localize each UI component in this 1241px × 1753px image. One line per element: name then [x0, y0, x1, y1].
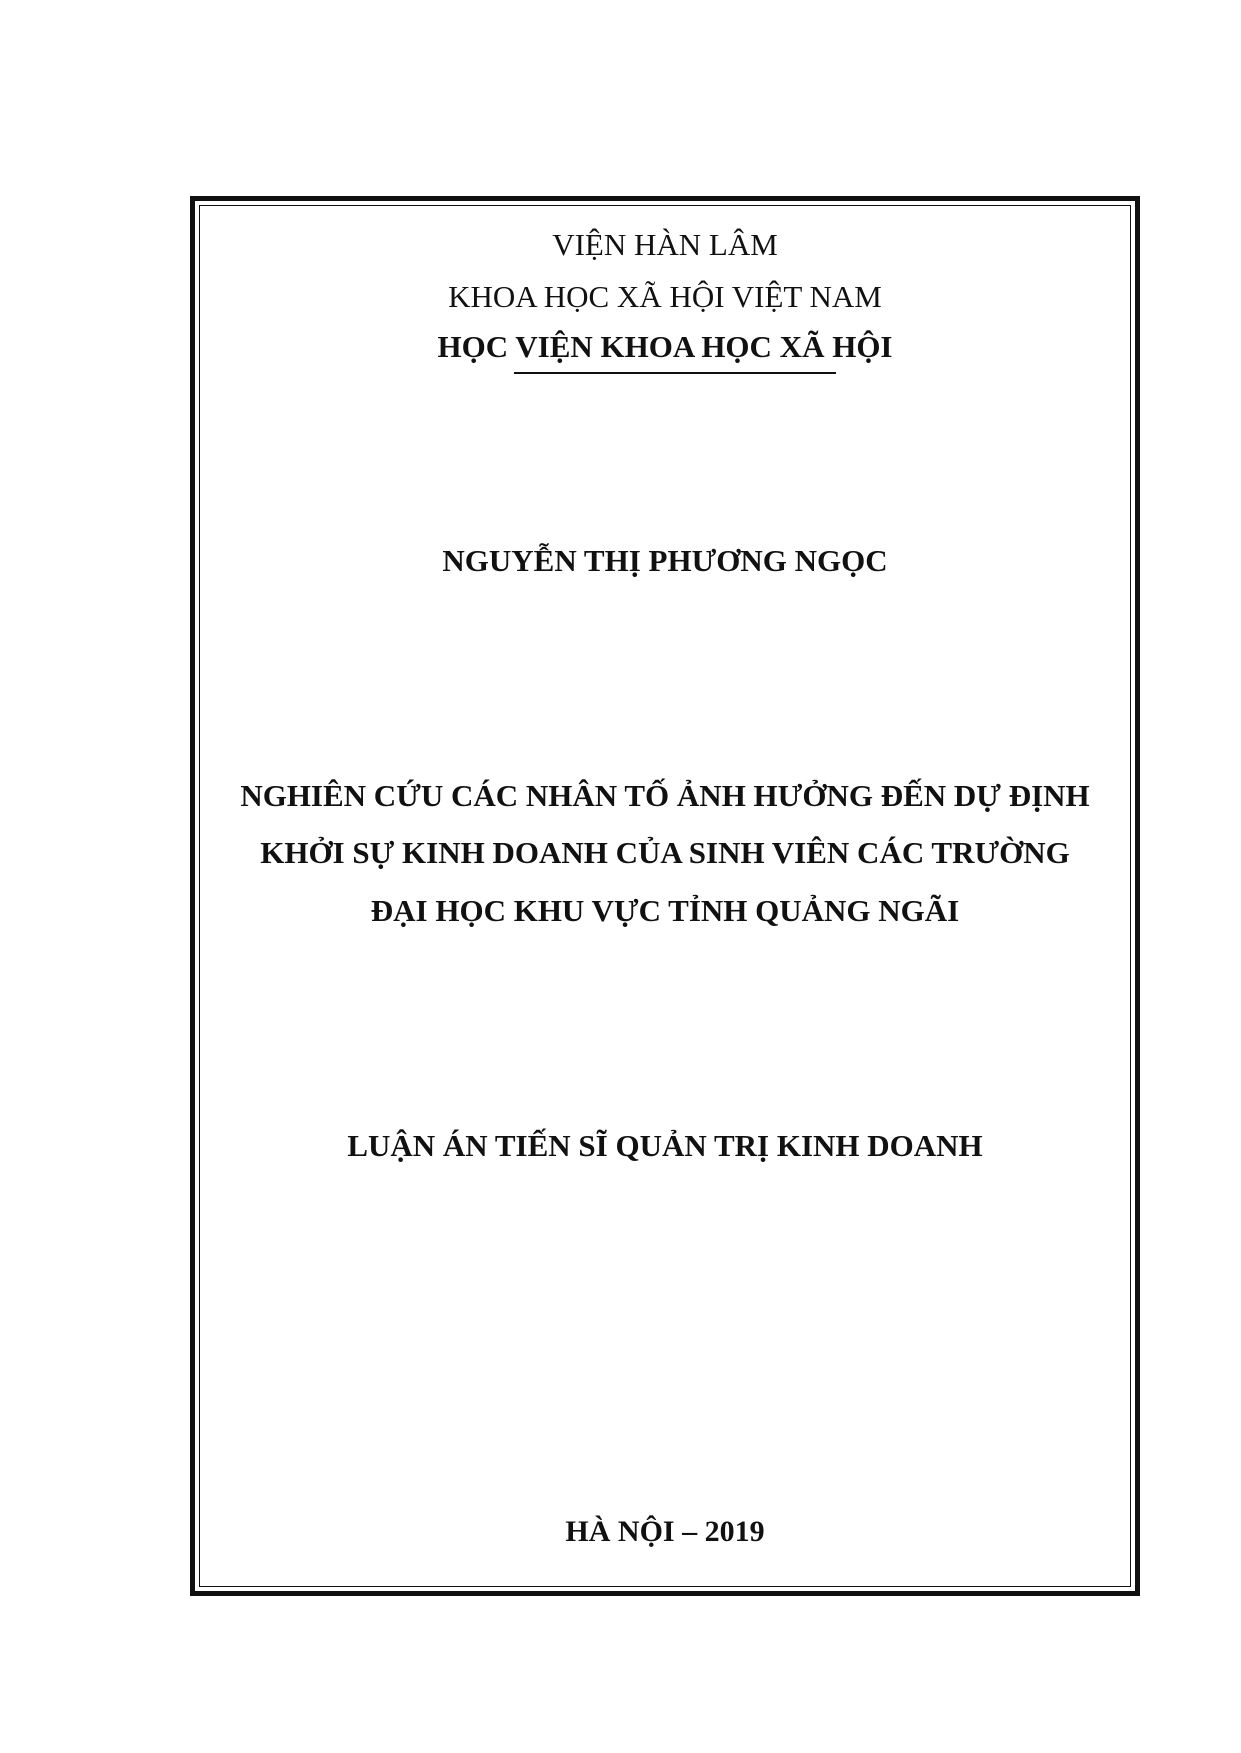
- thesis-title-line-2: KHỞI SỰ KINH DOANH CỦA SINH VIÊN CÁC TRƯỜNG: [260, 835, 1070, 870]
- institution-line-2: KHOA HỌC XÃ HỘI VIỆT NAM: [448, 279, 882, 314]
- place-year: HÀ NỘI – 2019: [565, 1515, 765, 1548]
- thesis-title-line-3: ĐẠI HỌC KHU VỰC TỈNH QUẢNG NGÃI: [370, 893, 960, 928]
- institution-line-3: HỌC VIỆN KHOA HỌC XÃ HỘI: [437, 329, 893, 364]
- degree-label: LUẬN ÁN TIẾN SĨ QUẢN TRỊ KINH DOANH: [347, 1128, 983, 1163]
- thesis-title-line-1: NGHIÊN CỨU CÁC NHÂN TỐ ẢNH HƯỞNG ĐẾN DỰ ĐỊNH: [240, 778, 1090, 813]
- institution-line-1: VIỆN HÀN LÂM: [552, 227, 778, 262]
- institution-underline: [514, 372, 836, 374]
- author-name: NGUYỄN THỊ PHƯƠNG NGỌC: [442, 543, 888, 578]
